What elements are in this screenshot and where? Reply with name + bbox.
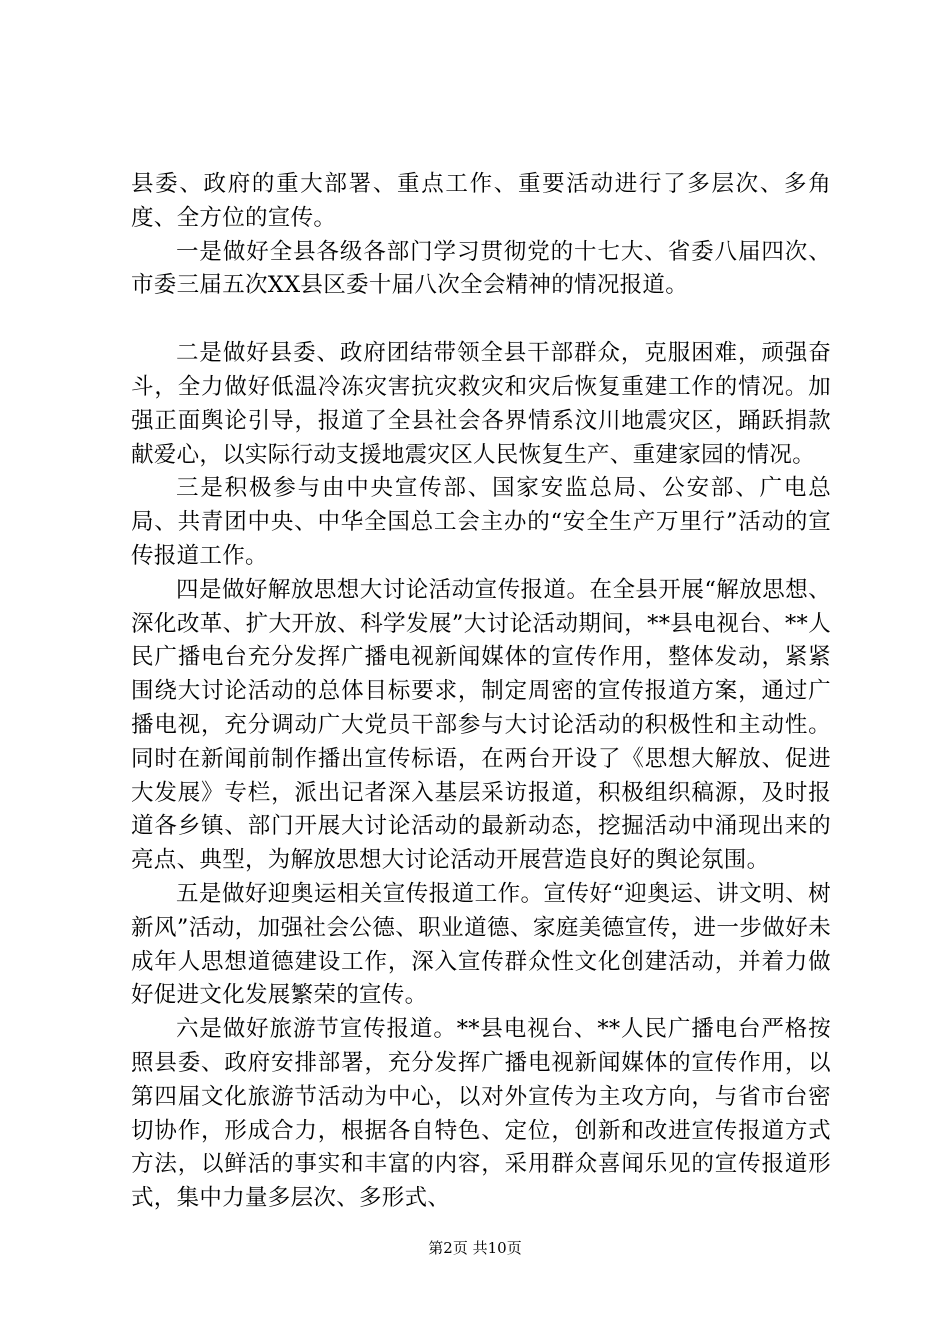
paragraph-item-2: 二是做好县委、政府团结带领全县干部群众，克服困难，顽强奋斗，全力做好低温冷冻灾害抗灾救灾和灾后恢复重建工作的情况。加强正面舆论引导，报道了全县社会各界情系汶川地震灾区，踊跃捐款献爱心，以实际行动支援地震灾区人民恢复生产、重建家园的情况。: [131, 340, 831, 468]
paragraph-item-3: 三是积极参与由中央宣传部、国家安监总局、公安部、广电总局、共青团中央、中华全国总工会主办的“安全生产万里行”活动的宣传报道工作。: [131, 475, 831, 569]
paragraph-item-6: 六是做好旅游节宣传报道。**县电视台、**人民广播电台严格按照县委、政府安排部署，充分发挥广播电视新闻媒体的宣传作用，以第四届文化旅游节活动为中心，以对外宣传为主攻方向，与省市台密切协作，形成合力，根据各自特色、定位，创新和改进宣传报道方式方法，以鲜活的事实和丰富的内容，采用群众喜闻乐见的宣传报道形式，集中力量多层次、多形式、: [131, 1016, 831, 1212]
paragraph-continued: 县委、政府的重大部署、重点工作、重要活动进行了多层次、多角度、全方位的宣传。: [131, 171, 831, 231]
document-body: [131, 168, 831, 1216]
paragraph-item-4: 四是做好解放思想大讨论活动宣传报道。在全县开展“解放思想、深化改革、扩大开放、科学发展”大讨论活动期间，**县电视台、**人民广播电台充分发挥广播电视新闻媒体的宣传作用，整体发动，紧紧围绕大讨论活动的总体目标要求，制定周密的宣传报道方案，通过广播电视，充分调动广大党员干部参与大讨论活动的积极性和主动性。同时在新闻前制作播出宣传标语，在两台开设了《思想大解放、促进大发展》专栏，派出记者深入基层采访报道，积极组织稿源，及时报道各乡镇、部门开展大讨论活动的最新动态，挖掘活动中涌现出来的亮点、典型，为解放思想大讨论活动开展营造良好的舆论氛围。: [131, 576, 831, 874]
page-number-footer: 第2页 共10页: [428, 1239, 522, 1257]
paragraph-item-5: 五是做好迎奥运相关宣传报道工作。宣传好“迎奥运、讲文明、树新风”活动，加强社会公德、职业道德、家庭美德宣传，进一步做好未成年人思想道德建设工作，深入宣传群众性文化创建活动，并着力做好促进文化发展繁荣的宣传。: [131, 880, 831, 1009]
paragraph-item-1: 一是做好全县各级各部门学习贯彻党的十七大、省委八届四次、市委三届五次XX县区委十届八次全会精神的情况报道。: [131, 238, 831, 299]
